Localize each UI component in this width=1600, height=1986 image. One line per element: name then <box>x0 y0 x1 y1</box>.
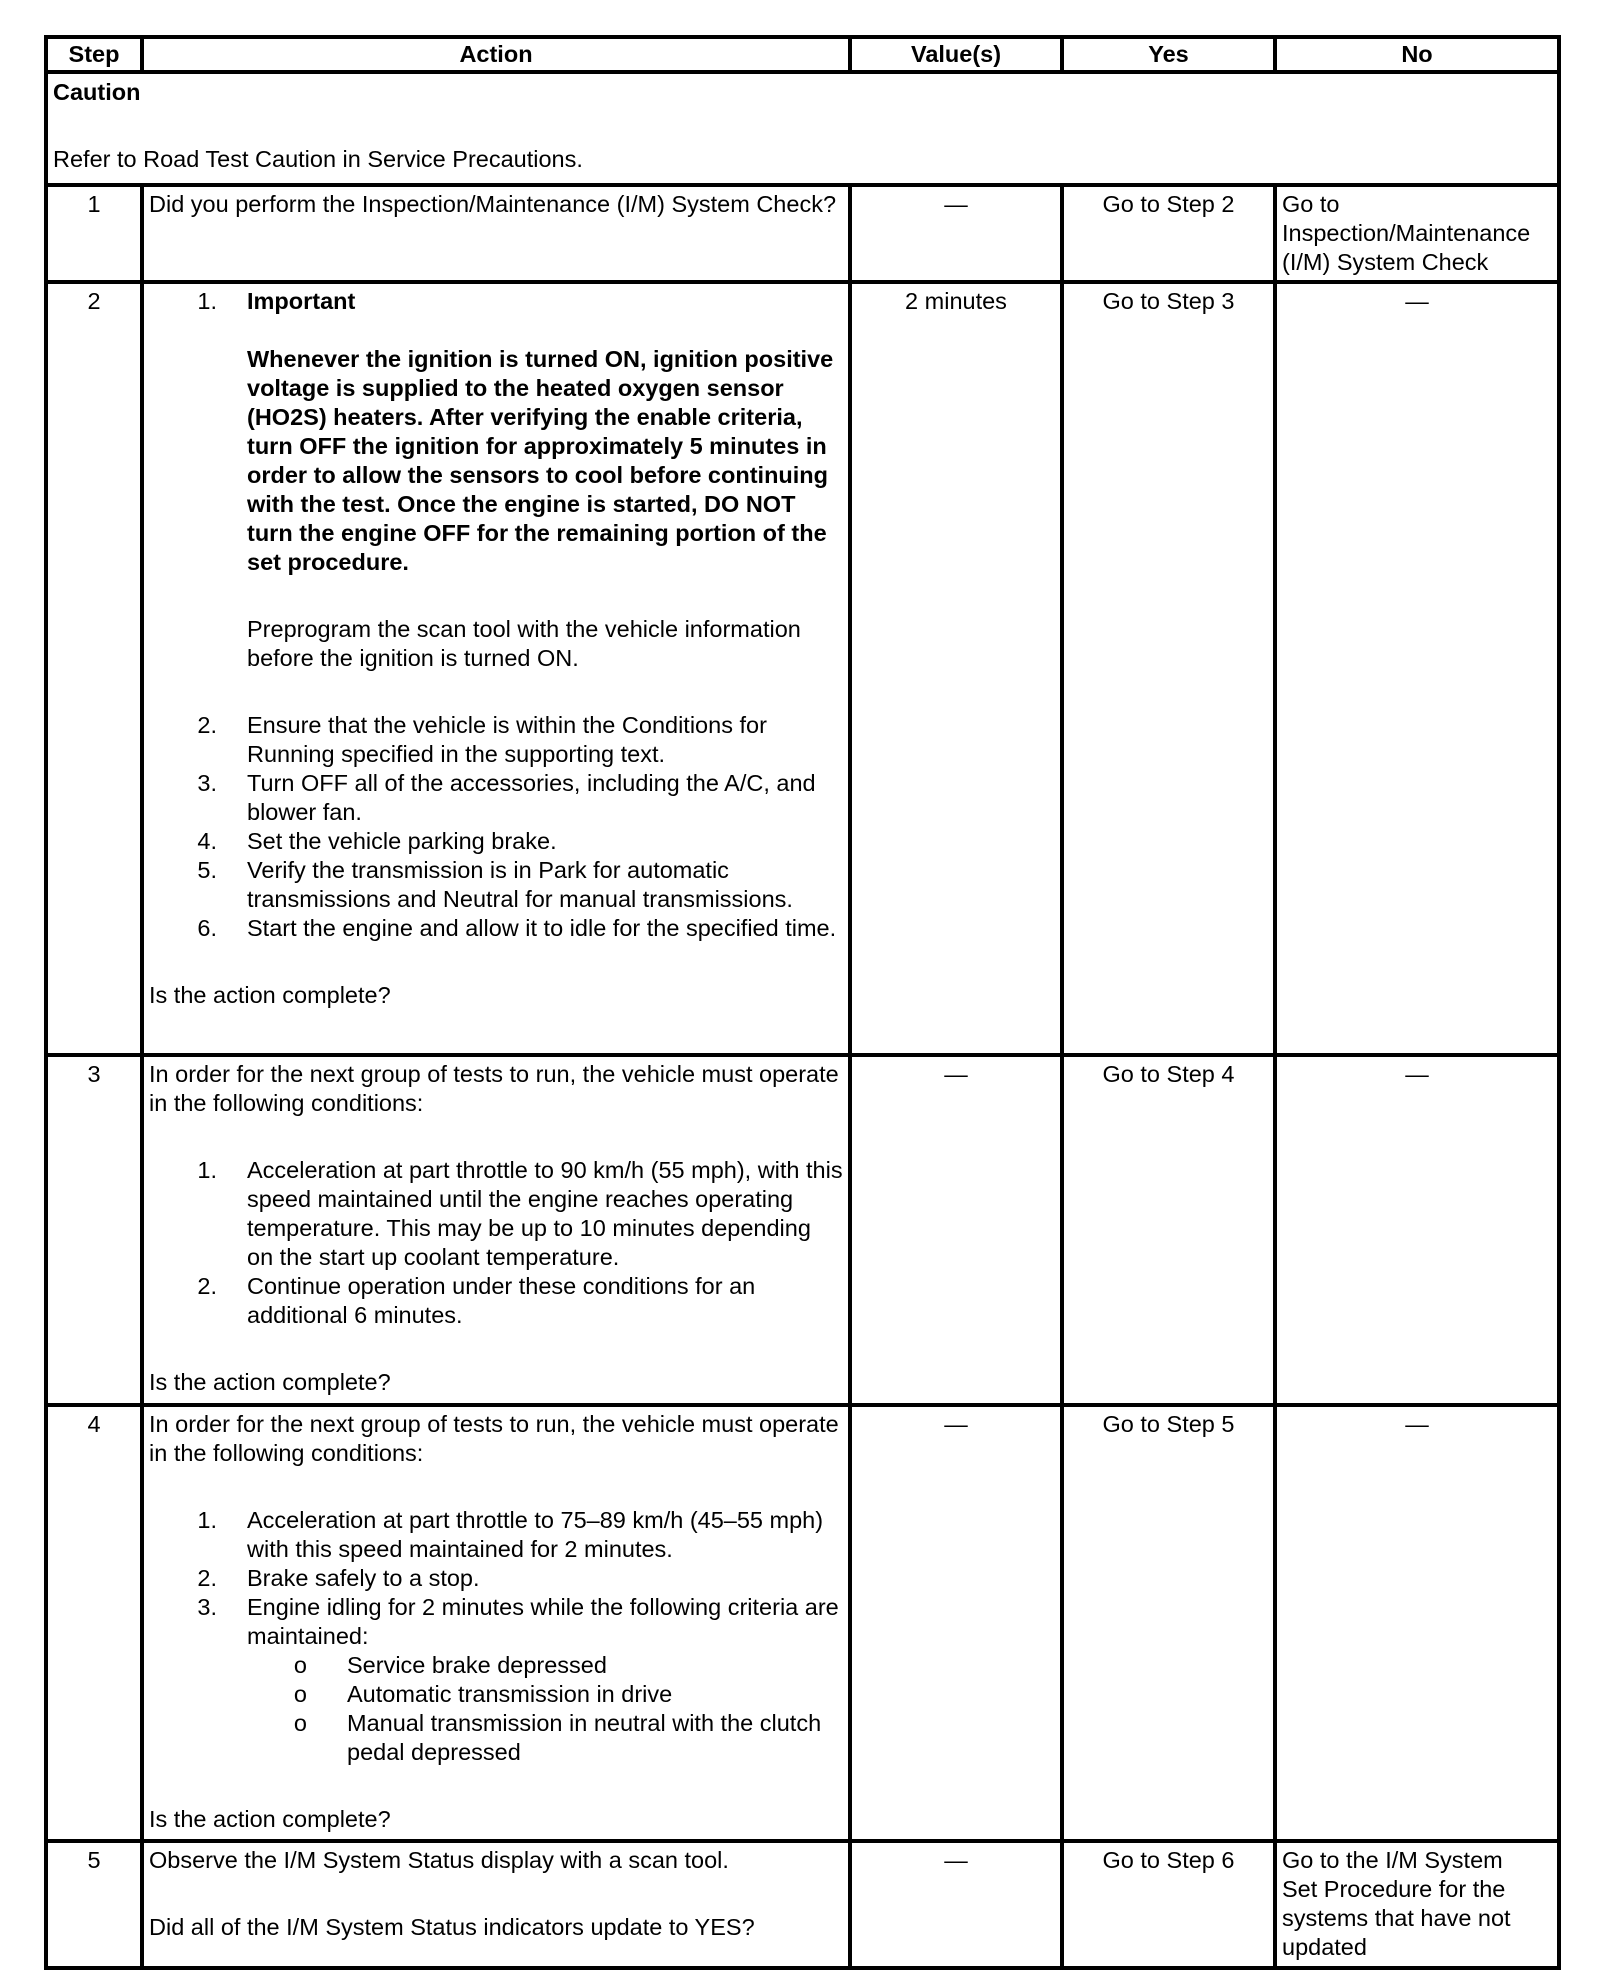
list-item: 3. Engine idling for 2 minutes while the following criteria are maintained: o Service brake depressed o Automatic transmission in drive o Manual transmission in neutral with the clutch pedal depressed <box>149 1593 843 1767</box>
criteria-list <box>247 1651 843 1767</box>
action-cell <box>142 1841 850 1968</box>
list-item: 3. Turn OFF all of the accessories, including the A/C, and blower fan. <box>149 769 843 827</box>
header-action: Action <box>142 37 850 72</box>
item-text: Turn OFF all of the accessories, including the A/C, and blower fan. <box>247 770 816 825</box>
header-no: No <box>1275 37 1559 72</box>
header-step: Step <box>46 37 142 72</box>
no-cell: — <box>1275 1405 1559 1841</box>
item-text: Set the vehicle parking brake. <box>247 828 557 854</box>
list-item: o Service brake depressed <box>293 1652 607 1678</box>
diagnostic-table <box>44 35 1561 1970</box>
no-line-2: Inspection/Maintenance <box>1282 220 1531 246</box>
step-number: 2 <box>46 282 142 1055</box>
table-row-step-3 <box>46 1055 1559 1405</box>
question-text: Is the action complete? <box>149 1806 391 1832</box>
caution-row <box>46 72 1559 185</box>
table-row-step-1 <box>46 185 1559 282</box>
yes-cell: Go to Step 5 <box>1062 1405 1275 1841</box>
list-item: 2. Ensure that the vehicle is within the Conditions for Running specified in the supporting text. <box>149 711 843 769</box>
item-text: Ensure that the vehicle is within the Conditions for Running specified in the supporting text. <box>247 712 767 767</box>
question-text: Is the action complete? <box>149 1369 391 1395</box>
no-line-3: systems that have not <box>1282 1905 1511 1931</box>
no-cell <box>1275 1841 1559 1968</box>
list-item: 1. Acceleration at part throttle to 75–89 km/h (45–55 mph) with this speed maintained for 2 minutes. <box>149 1506 843 1564</box>
action-cell <box>142 1055 850 1405</box>
procedure-list <box>149 1156 843 1330</box>
action-cell <box>142 282 850 1055</box>
value-cell: — <box>850 1405 1062 1841</box>
item-text: Engine idling for 2 minutes while the following criteria are maintained: <box>247 1594 839 1649</box>
caution-cell <box>46 72 1559 185</box>
list-item: 2. Continue operation under these conditions for an additional 6 minutes. <box>149 1272 843 1330</box>
no-cell <box>1275 185 1559 282</box>
step-number: 3 <box>46 1055 142 1405</box>
list-item: 2. Brake safely to a stop. <box>149 1564 843 1593</box>
list-item: 4. Set the vehicle parking brake. <box>149 827 843 856</box>
header-yes: Yes <box>1062 37 1275 72</box>
item-text: Acceleration at part throttle to 75–89 km/h (45–55 mph) with this speed maintained for 2 minutes. <box>247 1507 824 1562</box>
step-number: 4 <box>46 1405 142 1841</box>
item-text: Start the engine and allow it to idle for the specified time. <box>247 915 837 941</box>
item-text: Continue operation under these conditions for an additional 6 minutes. <box>247 1273 756 1328</box>
header-row <box>46 37 1559 72</box>
caution-title: Caution <box>53 79 141 105</box>
procedure-list <box>149 287 843 943</box>
value-cell: 2 minutes <box>850 282 1062 1055</box>
no-cell: — <box>1275 1055 1559 1405</box>
no-line-3: (I/M) System Check <box>1282 249 1489 275</box>
no-line-1: Go to <box>1282 191 1340 217</box>
list-item: o Automatic transmission in drive <box>293 1681 673 1707</box>
item-text: Brake safely to a stop. <box>247 1565 480 1591</box>
action-cell <box>142 1405 850 1841</box>
list-item: 6. Start the engine and allow it to idle for the specified time. <box>149 914 843 943</box>
no-line-1: Go to the I/M System <box>1282 1847 1503 1873</box>
item-number: 1. <box>197 288 217 314</box>
no-line-2: Set Procedure for the <box>1282 1876 1506 1902</box>
action-cell <box>142 185 850 282</box>
caution-text: Refer to Road Test Caution in Service Precautions. <box>53 146 583 172</box>
yes-cell: Go to Step 2 <box>1062 185 1275 282</box>
step-number: 5 <box>46 1841 142 1968</box>
list-item <box>149 287 843 711</box>
yes-cell: Go to Step 3 <box>1062 282 1275 1055</box>
value-cell: — <box>850 1055 1062 1405</box>
intro-text: In order for the next group of tests to run, the vehicle must operate in the following conditions: <box>149 1061 839 1116</box>
no-line-4: updated <box>1282 1934 1367 1960</box>
preprogram-text: Preprogram the scan tool with the vehicle information before the ignition is turned ON. <box>247 616 801 671</box>
item-text: Acceleration at part throttle to 90 km/h (55 mph), with this speed maintained until the engine reaches operating temperature. This may be up to 10 minutes depending on the start up coolant temperature. <box>247 1157 843 1270</box>
list-item: o Manual transmission in neutral with the clutch pedal depressed <box>293 1710 822 1765</box>
question-text: Is the action complete? <box>149 982 391 1008</box>
question-text: Did all of the I/M System Status indicators update to YES? <box>149 1914 755 1940</box>
important-text: Whenever the ignition is turned ON, ignition positive voltage is supplied to the heated oxygen sensor (HO2S) heaters. After verifying the enable criteria, turn OFF the ignition for approximately 5 minutes in order to allow the sensors to cool before continuing with the test. Once the engine is started, DO NOT turn the engine OFF for the remaining portion of the set procedure. <box>247 346 834 575</box>
yes-cell: Go to Step 6 <box>1062 1841 1275 1968</box>
step-number: 1 <box>46 185 142 282</box>
table-row-step-2 <box>46 282 1559 1055</box>
yes-cell: Go to Step 4 <box>1062 1055 1275 1405</box>
header-values: Value(s) <box>850 37 1062 72</box>
procedure-list <box>149 1506 843 1767</box>
item-text: Verify the transmission is in Park for automatic transmissions and Neutral for manual transmissions. <box>247 857 793 912</box>
important-title: Important <box>247 288 356 314</box>
intro-text: In order for the next group of tests to run, the vehicle must operate in the following conditions: <box>149 1411 839 1466</box>
list-item: 5. Verify the transmission is in Park for automatic transmissions and Neutral for manual transmissions. <box>149 856 843 914</box>
table-row-step-4 <box>46 1405 1559 1841</box>
table-row-step-5 <box>46 1841 1559 1968</box>
list-item: 1. Acceleration at part throttle to 90 km/h (55 mph), with this speed maintained until the engine reaches operating temperature. This may be up to 10 minutes depending on the start up coolant temperature. <box>197 1157 843 1270</box>
action-text: Did you perform the Inspection/Maintenance (I/M) System Check? <box>149 191 837 217</box>
observe-text: Observe the I/M System Status display with a scan tool. <box>149 1847 729 1873</box>
no-cell: — <box>1275 282 1559 1055</box>
value-cell: — <box>850 1841 1062 1968</box>
value-cell: — <box>850 185 1062 282</box>
